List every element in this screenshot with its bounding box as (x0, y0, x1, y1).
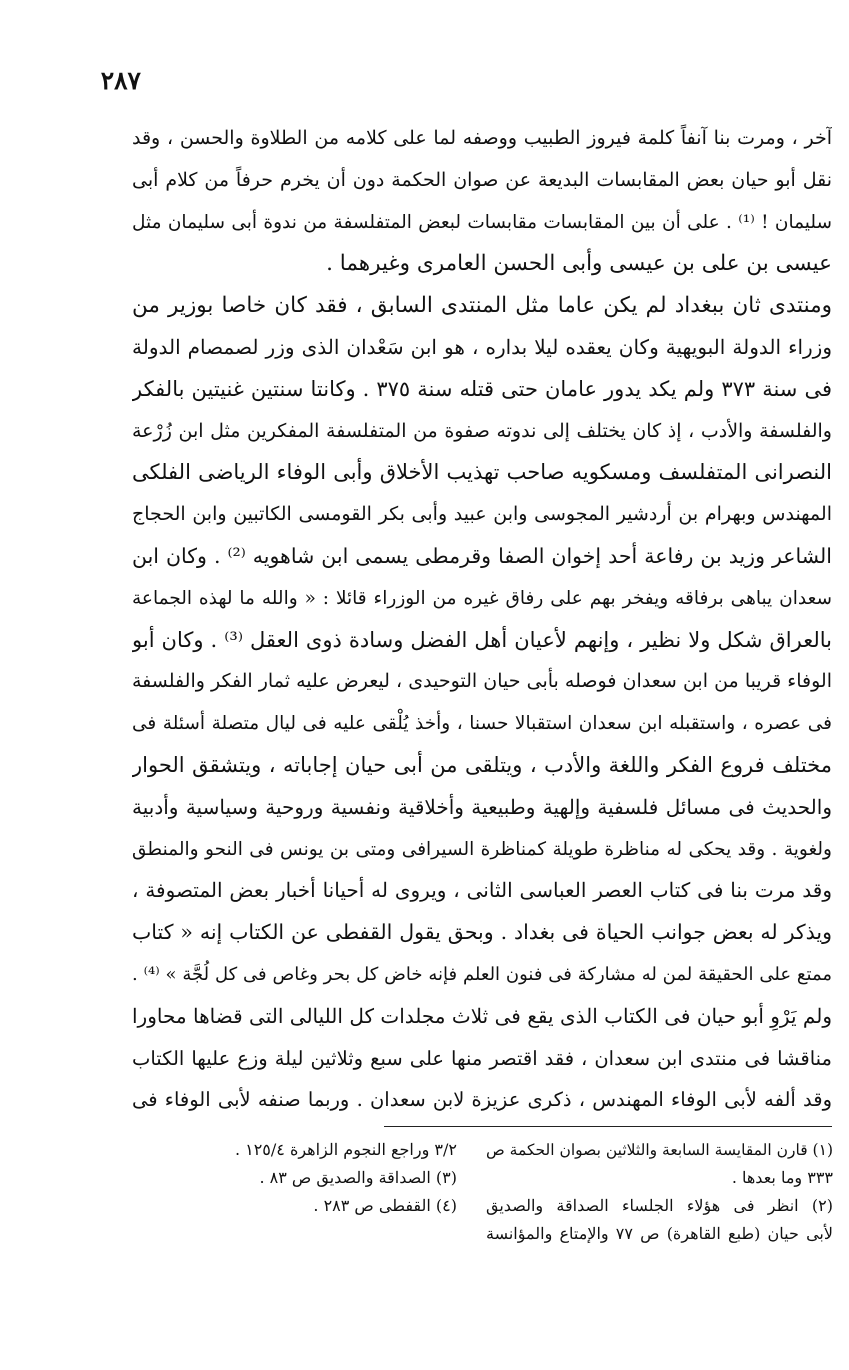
body-line: الوفاء قريبا من ابن سعدان فوصله بأبى حيان التوحيدى ، ليعرض عليه ثمار الفكر والفلسفة (132, 670, 832, 693)
footnote-line: (٣) الصداقة والصديق ص ٨٣ . (259, 1168, 457, 1187)
body-line: ولم يَرْوِ أبو حيان فى الكتاب الذى يقع فى ثلاث مجلدات كل الليالى التى قضاها محاورا (132, 1003, 832, 1028)
body-line: وزراء الدولة البويهية وكان يعقده ليلا بداره ، هو ابن سَعْدان الذى وزر لصمصام الدولة (132, 334, 832, 359)
body-line: الشاعر وزيد بن رفاعة أحد إخوان الصفا وقرمطى يسمى ابن شاهويه ⁽²⁾ . وكان ابن (132, 543, 832, 568)
body-line: سليمان ! ⁽¹⁾ . على أن بين المقابسات مقابسات لبعض المتفلسفة من ندوة أبى سليمان مثل (132, 211, 832, 233)
body-line: ويذكر له بعض جوانب الحياة فى بغداد . وبحق يقول القفطى عن الكتاب إنه « كتاب (132, 920, 832, 945)
footnotes-right-column (486, 1136, 833, 1248)
body-line: والحديث فى مسائل فلسفية وإلهية وطبيعية وأخلاقية ونفسية وروحية وسياسية وأدبية (132, 794, 832, 819)
body-line: بالعراق شكل ولا نظير ، وإنهم لأعيان أهل الفضل وسادة ذوى العقل ⁽³⁾ . وكان أبو (132, 627, 832, 652)
body-line: ومنتدى ثان ببغداد لم يكن عاما مثل المنتدى السابق ، فقد كان خاصا بوزير من (132, 293, 832, 319)
body-line: وقد ألفه لأبى الوفاء المهندس ، ذكرى عزيزة لابن سعدان . وربما صنفه لأبى الوفاء فى (132, 1088, 832, 1112)
body-line: ممتع على الحقيقة لمن له مشاركة فى فنون العلم فإنه خاض كل بحر وغاص فى كل لُجَّة » ⁽⁴⁾ . (132, 963, 832, 985)
body-line: آخر ، ومرت بنا آنفاً كلمة فيروز الطبيب ووصفه لما على كلامه من الطلاوة والحسن ، وقد (132, 127, 832, 149)
body-line: نقل أبو حيان بعض المقابسات البديعة عن صوان الحكمة دون أن يخرم حرفاً من كلام أبى (132, 168, 832, 191)
body-line: فى سنة ٣٧٣ ولم يكد يدور عامان حتى قتله سنة ٣٧٥ . وكانتا سنتين غنيتين بالفكر (132, 376, 832, 401)
footnote-line: ٣/٢ وراجع النجوم الزاهرة ١٢٥/٤ . (234, 1140, 457, 1159)
footnote-divider (384, 1126, 832, 1127)
body-line: فى عصره ، واستقبله ابن سعدان استقبالا حسنا ، وأخذ يُلْقى عليه فى ليال متصلة أسئلة فى (132, 713, 832, 735)
body-line: مناقشا فى منتدى ابن سعدان ، فقد اقتصر منها على سبع وثلاثين ليلة وزع عليها الكتاب (132, 1046, 832, 1070)
body-line: مختلف فروع الفكر واللغة والأدب ، ويتلقى من أبى حيان إجاباته ، ويتشقق الحوار (132, 752, 832, 777)
body-line: المهندس وبهرام بن أردشير المجوسى وابن عبيد وأبى بكر القومسى الكاتبين وابن الحجاج (132, 503, 832, 526)
body-line: وقد مرت بنا فى كتاب العصر العباسى الثانى ، ويروى له أحيانا أخبار بعض المتصوفة ، (132, 878, 832, 903)
footnote-line: ٣٣٣ وما بعدها . (731, 1168, 833, 1187)
footnote-line: (١) قارن المقايسة السابعة والثلاثين بصوان الحكمة ص (486, 1141, 833, 1159)
body-text (132, 118, 832, 1121)
body-line: سعدان يباهى برفاقه ويفخر بهم على رفاق غيره من الوزراء قائلا : « والله ما لهذه الجماعة (132, 587, 832, 609)
footnote-line: (٤) القفطى ص ٢٨٣ . (313, 1196, 457, 1215)
footnote-line: لأبى حيان (طبع القاهرة) ص ٧٧ والإمتاع والمؤانسة (486, 1224, 833, 1243)
body-line: عيسى بن على بن عيسى وأبى الحسن العامرى وغيرهما . (326, 251, 832, 277)
body-line: ولغوية . وقد يحكى له مناظرة طويلة كمناظرة السيرافى ومتى بن يونس فى النحو والمنطق (132, 838, 832, 860)
body-line: النصرانى المتفلسف ومسكويه صاحب تهذيب الأخلاق وأبى الوفاء الرياضى الفلكى (132, 460, 832, 485)
footnotes-left-column (212, 1136, 457, 1220)
body-line: والفلسفة والأدب ، إذ كان يختلف إلى ندوته صفوة من المتفلسفة المفكرين مثل ابن زُرْعة (132, 419, 832, 442)
page-number: ٢٨٧ (100, 66, 141, 95)
footnote-line: (٢) انظر فى هؤلاء الجلساء الصداقة والصديق (486, 1196, 833, 1215)
